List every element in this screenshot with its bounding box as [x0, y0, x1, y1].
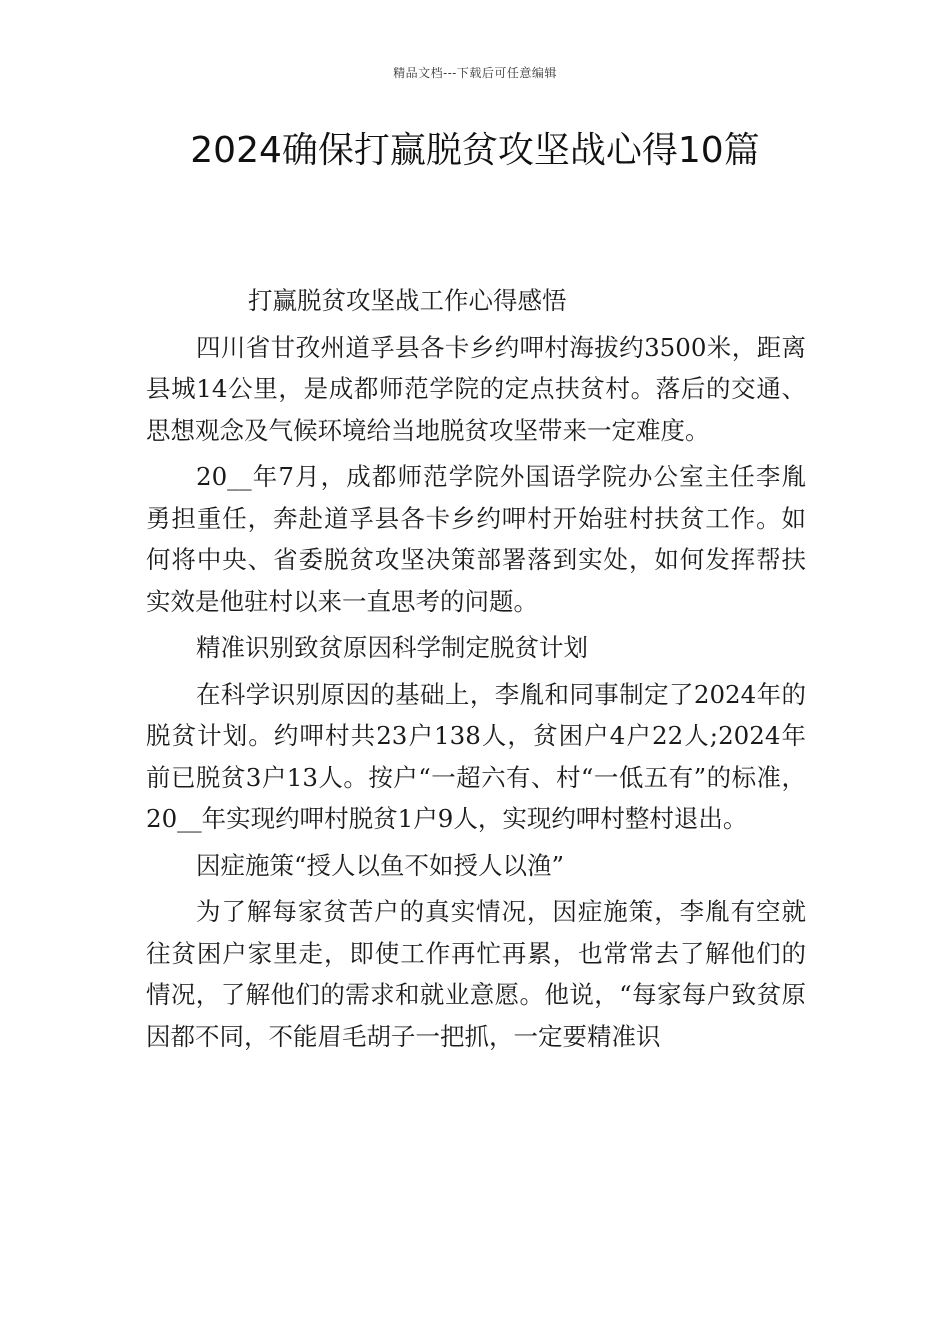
body-paragraph: 20__年7月，成都师范学院外国语学院办公室主任李胤勇担重任，奔赴道孚县各卡乡约呷村开始驻村扶贫工作。如何将中央、省委脱贫攻坚决策部署落到实处，如何发挥帮扶实效是他驻村以来一直思考的问题。: [146, 462, 806, 616]
section-heading: 打赢脱贫攻坚战工作心得感悟: [248, 286, 567, 315]
header-note: 精品文档---下载后可任意编辑: [393, 66, 557, 80]
body-paragraph: 在科学识别原因的基础上，李胤和同事制定了2024年的脱贫计划。约呷村共23户138人，贫困户4户22人;2024年前已脱贫3户13人。按户“一超六有、村“一低五有”的标准，20__年实现约呷村脱贫1户9人，实现约呷村整村退出。: [146, 679, 806, 833]
document-body: [146, 280, 806, 1057]
section-heading: 精准识别致贫原因科学制定脱贫计划: [196, 633, 588, 662]
document-title: 2024确保打赢脱贫攻坚战心得10篇: [190, 130, 760, 171]
body-paragraph: 为了解每家贫苦户的真实情况，因症施策，李胤有空就往贫困户家里走，即使工作再忙再累，也常常去了解他们的情况，了解他们的需求和就业意愿。他说，“每家每户致贫原因都不同，不能眉毛胡子一把抓，一定要精准识: [146, 897, 806, 1051]
section-heading: 因症施策“授人以鱼不如授人以渔”: [196, 850, 565, 880]
body-paragraph: 四川省甘孜州道孚县各卡乡约呷村海拔约3500米，距离县城14公里，是成都师范学院的定点扶贫村。落后的交通、思想观念及气候环境给当地脱贫攻坚带来一定难度。: [146, 332, 806, 445]
